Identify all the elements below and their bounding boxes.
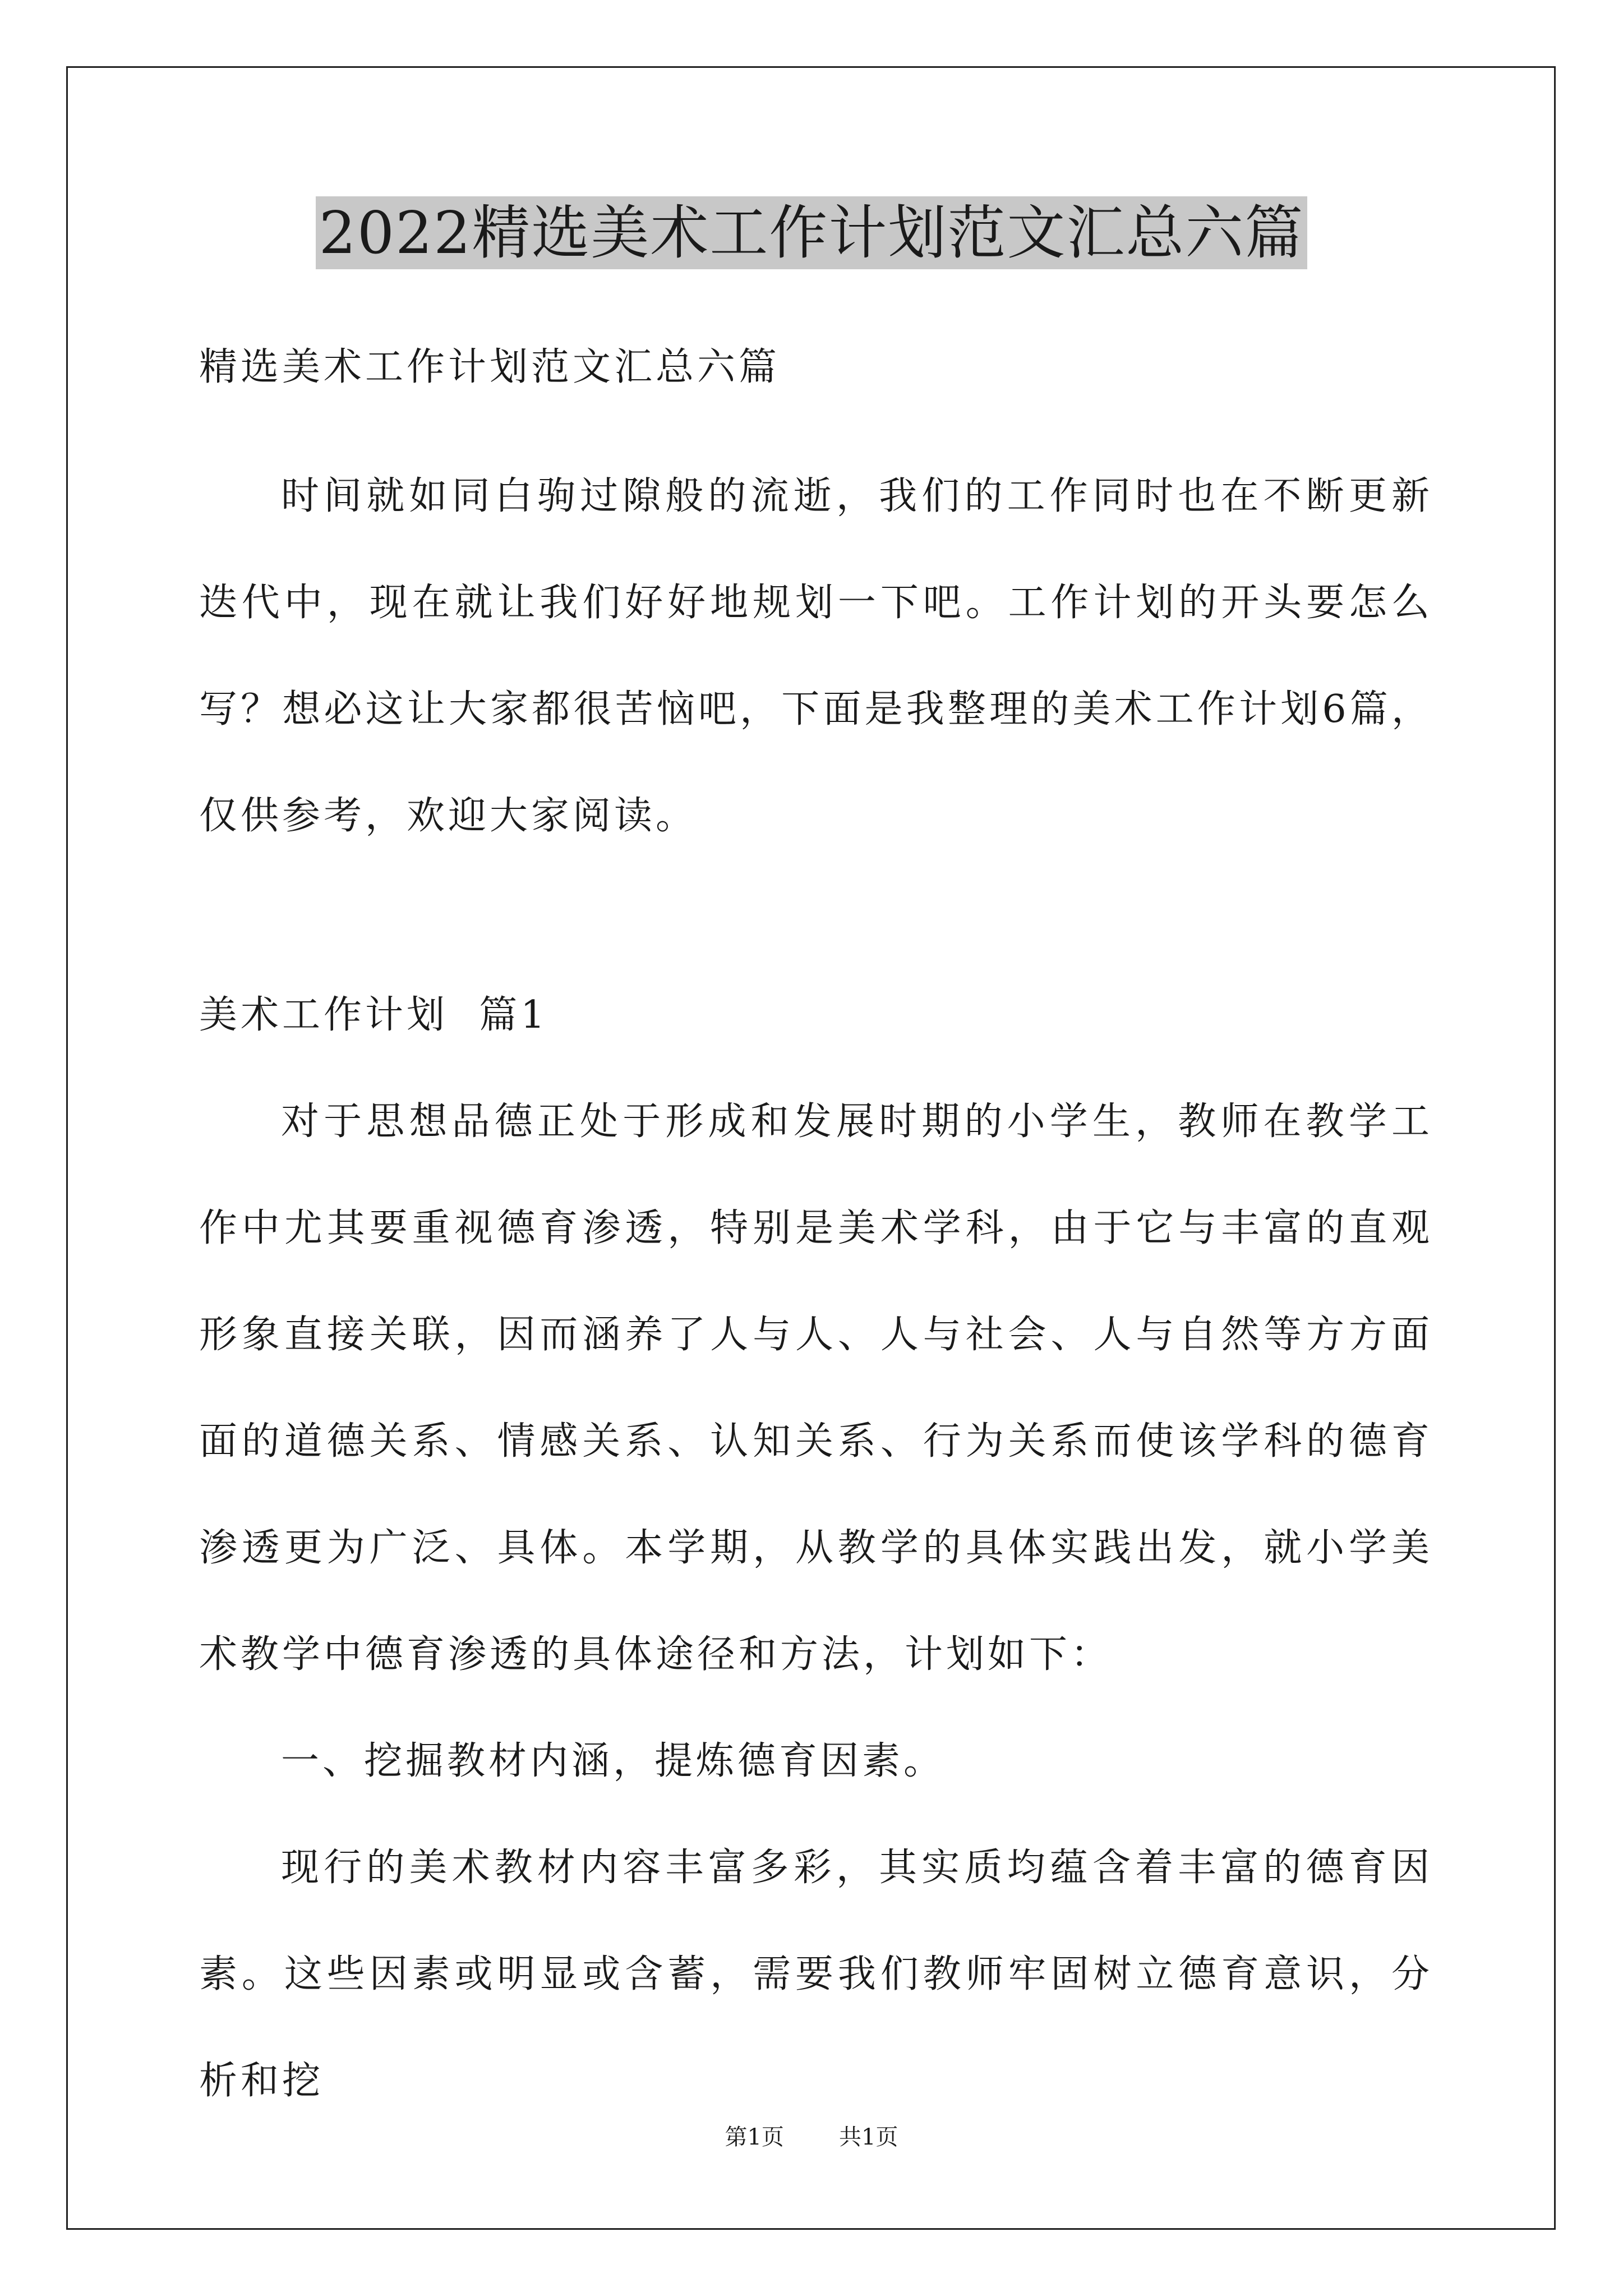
document-title <box>0 194 1623 272</box>
section-1-paragraph-2: 一、挖掘教材内涵，提炼德育因素。 <box>281 1739 946 1783</box>
intro-paragraph: 时间就如同白驹过隙般的流逝，我们的工作同时也在不断更新迭代中，现在就让我们好好地规划一下吧。工作计划的开头要怎么写？想必这让大家都很苦恼吧，下面是我整理的美术工作计划6篇，仅供参考，欢迎大家阅读。 <box>199 474 1433 838</box>
section-1-heading-text: 美术工作计划 篇1 <box>199 993 548 1037</box>
page-footer <box>0 2120 1623 2154</box>
document-title-text: 2022精选美术工作计划范文汇总六篇 <box>316 196 1308 269</box>
subtitle-text: 精选美术工作计划范文汇总六篇 <box>199 345 781 389</box>
section-1-heading <box>199 962 1433 1069</box>
section-1-paragraph-3: 现行的美术教材内容丰富多彩，其实质均蕴含着丰富的德育因素。这些因素或明显或含蓄，需要我们教师牢固树立德育意识，分析和挖 <box>199 1846 1433 2103</box>
section-1-paragraph-1: 对于思想品德正处于形成和发展时期的小学生，教师在教学工作中尤其要重视德育渗透，特别是美术学科，由于它与丰富的直观形象直接关联，因而涵养了人与人、人与社会、人与自然等方方面面的道德关系、情感关系、认知关系、行为关系而使该学科的德育渗透更为广泛、具体。本学期，从教学的具体实践出发，就小学美术教学中德育渗透的具体途径和方法，计划如下： <box>199 1099 1433 1677</box>
page-number: 第1页 共1页 <box>725 2124 898 2150</box>
section-1-body <box>199 1069 1433 2134</box>
document-subtitle <box>199 314 1433 421</box>
intro-section <box>199 443 1433 869</box>
